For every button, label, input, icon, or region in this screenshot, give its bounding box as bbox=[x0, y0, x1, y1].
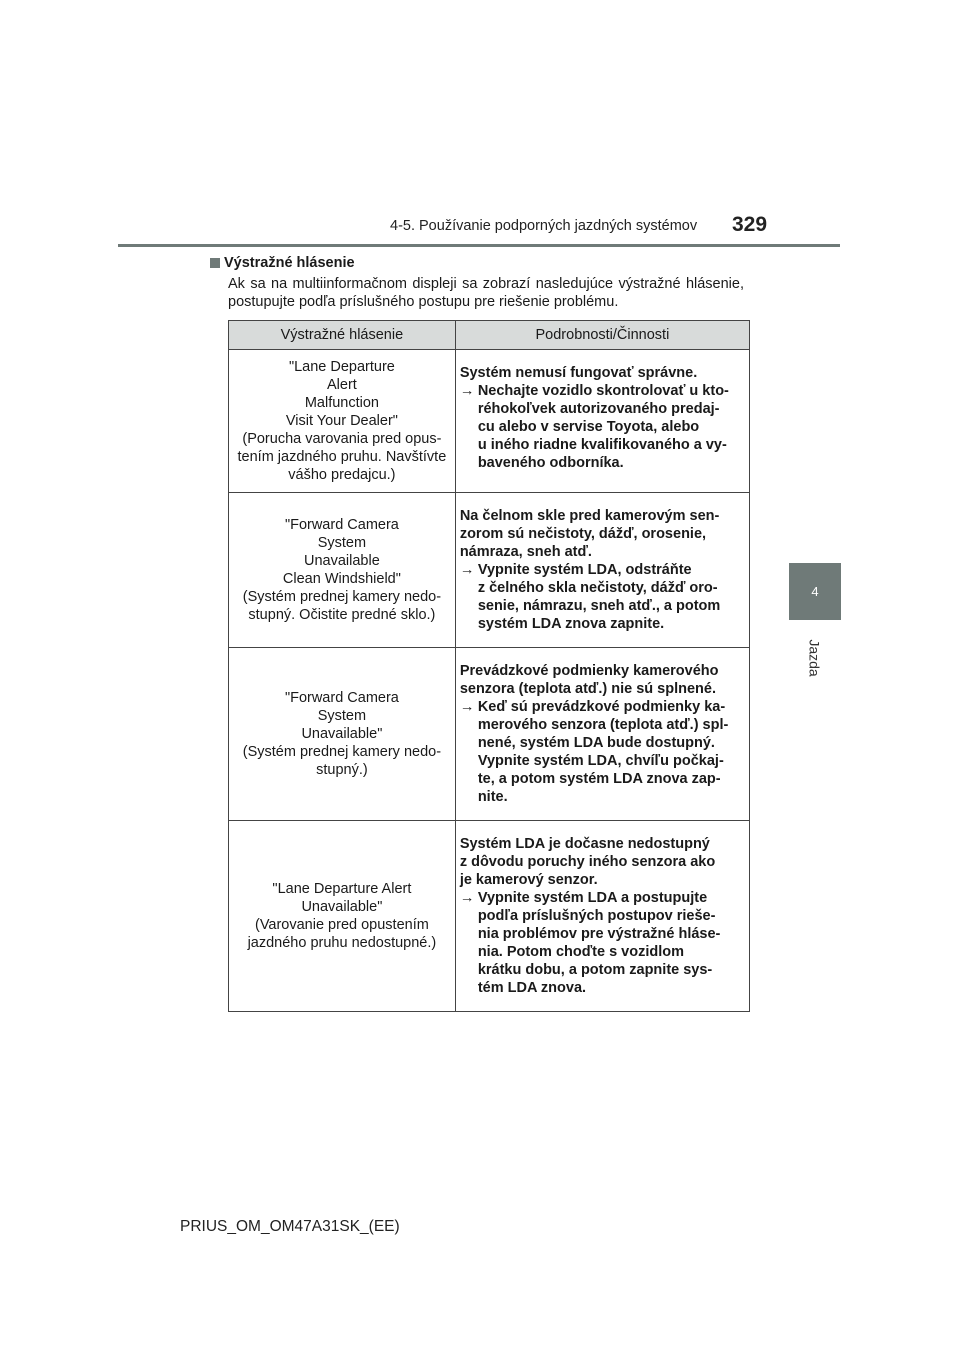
warning-message-cell bbox=[229, 821, 456, 1012]
action-step-text bbox=[478, 698, 729, 806]
action-line: Keď sú prevádzkové podmienky ka- bbox=[477, 699, 726, 715]
action-line: nené, systém LDA bude dostupný. bbox=[477, 735, 715, 751]
message-line: tením jazdného pruhu. Navštívte bbox=[237, 449, 447, 465]
section-heading bbox=[210, 255, 355, 271]
action-line: z čelného skla nečistoty, dážď oro- bbox=[477, 580, 718, 596]
action-line: Vypnite systém LDA, odstráňte bbox=[477, 562, 692, 578]
message-line: Unavailable" bbox=[301, 899, 383, 915]
message-line: "Lane Departure Alert bbox=[272, 881, 412, 897]
message-line: (Systém prednej kamery nedo- bbox=[242, 589, 442, 605]
table-row bbox=[229, 821, 750, 1012]
message-line: stupný. Očistite predné sklo.) bbox=[248, 607, 436, 623]
action-line: nite. bbox=[477, 789, 508, 805]
detail-line: námraza, sneh atď. bbox=[459, 544, 592, 560]
table-row bbox=[229, 648, 750, 821]
message-line: (Porucha varovania pred opus- bbox=[242, 431, 442, 447]
chapter-tab-number: 4 bbox=[811, 584, 819, 599]
arrow-right-icon: → bbox=[459, 699, 475, 715]
page-number: 329 bbox=[732, 213, 768, 236]
action-line: systém LDA znova zapnite. bbox=[477, 616, 665, 632]
action-line: Nechajte vozidlo skontrolovať u kto- bbox=[477, 383, 729, 399]
message-line: Unavailable bbox=[304, 553, 380, 569]
chapter-tab bbox=[789, 563, 841, 620]
message-line: stupný.) bbox=[316, 762, 368, 778]
arrow-right-icon: → bbox=[459, 383, 475, 399]
square-bullet-icon bbox=[210, 258, 220, 268]
details-cell bbox=[455, 821, 749, 1012]
message-line: Visit Your Dealer" bbox=[285, 413, 398, 429]
details-cell bbox=[455, 493, 749, 648]
action-step bbox=[460, 889, 745, 997]
table-header-row bbox=[229, 321, 750, 350]
action-line: baveného odborníka. bbox=[477, 455, 624, 471]
action-line: te, a potom systém LDA znova zap- bbox=[477, 771, 721, 787]
warning-message-cell bbox=[229, 493, 456, 648]
action-step bbox=[460, 698, 745, 806]
header-section-title: 4-5. Používanie podporných jazdných systémov bbox=[390, 218, 698, 234]
action-line: Vypnite systém LDA a postupujte bbox=[477, 890, 708, 906]
details-cell bbox=[455, 350, 749, 493]
message-line: "Forward Camera bbox=[284, 517, 399, 533]
arrow-right-icon: → bbox=[459, 562, 475, 578]
detail-line: senzora (teplota atď.) nie sú splnené. bbox=[459, 681, 716, 697]
table-header-details: Podrobnosti/Činnosti bbox=[455, 321, 749, 350]
message-line: "Forward Camera bbox=[284, 690, 399, 706]
footer-doc-code: PRIUS_OM_OM47A31SK_(EE) bbox=[180, 1218, 400, 1235]
message-line: Unavailable" bbox=[301, 726, 383, 742]
message-line: Malfunction bbox=[304, 395, 379, 411]
action-line: nia problémov pre výstražné hláse- bbox=[477, 926, 721, 942]
message-line: Alert bbox=[326, 377, 357, 393]
table-header-message: Výstražné hlásenie bbox=[229, 321, 456, 350]
action-step bbox=[460, 561, 745, 633]
message-line: (Varovanie pred opustením bbox=[254, 917, 429, 933]
details-cell bbox=[455, 648, 749, 821]
message-line: Clean Windshield" bbox=[282, 571, 401, 587]
action-line: réhokoľvek autorizovaného predaj- bbox=[477, 401, 720, 417]
action-line: podľa príslušných postupov rieše- bbox=[477, 908, 716, 924]
warning-message-cell bbox=[229, 648, 456, 821]
arrow-right-icon: → bbox=[459, 890, 475, 906]
warning-message-table bbox=[228, 320, 750, 1012]
action-step-text bbox=[478, 889, 721, 997]
action-step bbox=[460, 382, 745, 472]
detail-line: Systém LDA je dočasne nedostupný bbox=[459, 836, 710, 852]
detail-line: z dôvodu poruchy iného senzora ako bbox=[459, 854, 716, 870]
message-line: System bbox=[317, 708, 367, 724]
detail-line: zorom sú nečistoty, dážď, orosenie, bbox=[459, 526, 707, 542]
action-line: Vypnite systém LDA, chvíľu počkaj- bbox=[477, 753, 724, 769]
chapter-tab-label-text: Jazda bbox=[806, 639, 823, 677]
table-row bbox=[229, 350, 750, 493]
detail-line: Prevádzkové podmienky kamerového bbox=[459, 663, 719, 679]
action-line: cu alebo v servise Toyota, alebo bbox=[477, 419, 700, 435]
detail-line: Systém nemusí fungovať správne. bbox=[459, 365, 698, 381]
section-heading-text: Výstražné hlásenie bbox=[224, 255, 355, 271]
action-line: merového senzora (teplota atď.) spl- bbox=[477, 717, 729, 733]
intro-paragraph: Ak sa na multiinformačnom displeji sa zobrazí nasledujúce výstražné hlásenie, postupujte podľa príslušného postupu pre riešenie problému. bbox=[228, 276, 744, 310]
message-line: jazdného pruhu nedostupné.) bbox=[247, 935, 437, 951]
chapter-tab-label bbox=[790, 628, 840, 688]
action-step-text bbox=[478, 561, 720, 633]
detail-line: Na čelnom skle pred kamerovým sen- bbox=[459, 508, 720, 524]
action-step-text bbox=[478, 382, 729, 472]
message-line: System bbox=[317, 535, 367, 551]
header-rule bbox=[118, 244, 840, 247]
action-line: krátku dobu, a potom zapnite sys- bbox=[477, 962, 713, 978]
action-line: nia. Potom choďte s vozidlom bbox=[477, 944, 685, 960]
message-line: vášho predajcu.) bbox=[288, 467, 396, 483]
action-line: tém LDA znova. bbox=[477, 980, 587, 996]
message-line: "Lane Departure bbox=[288, 359, 395, 375]
warning-message-cell bbox=[229, 350, 456, 493]
action-line: u iného riadne kvalifikovaného a vy- bbox=[477, 437, 727, 453]
message-line: (Systém prednej kamery nedo- bbox=[242, 744, 442, 760]
table-row bbox=[229, 493, 750, 648]
action-line: senie, námrazu, sneh atď., a potom bbox=[477, 598, 721, 614]
detail-line: je kamerový senzor. bbox=[459, 872, 598, 888]
